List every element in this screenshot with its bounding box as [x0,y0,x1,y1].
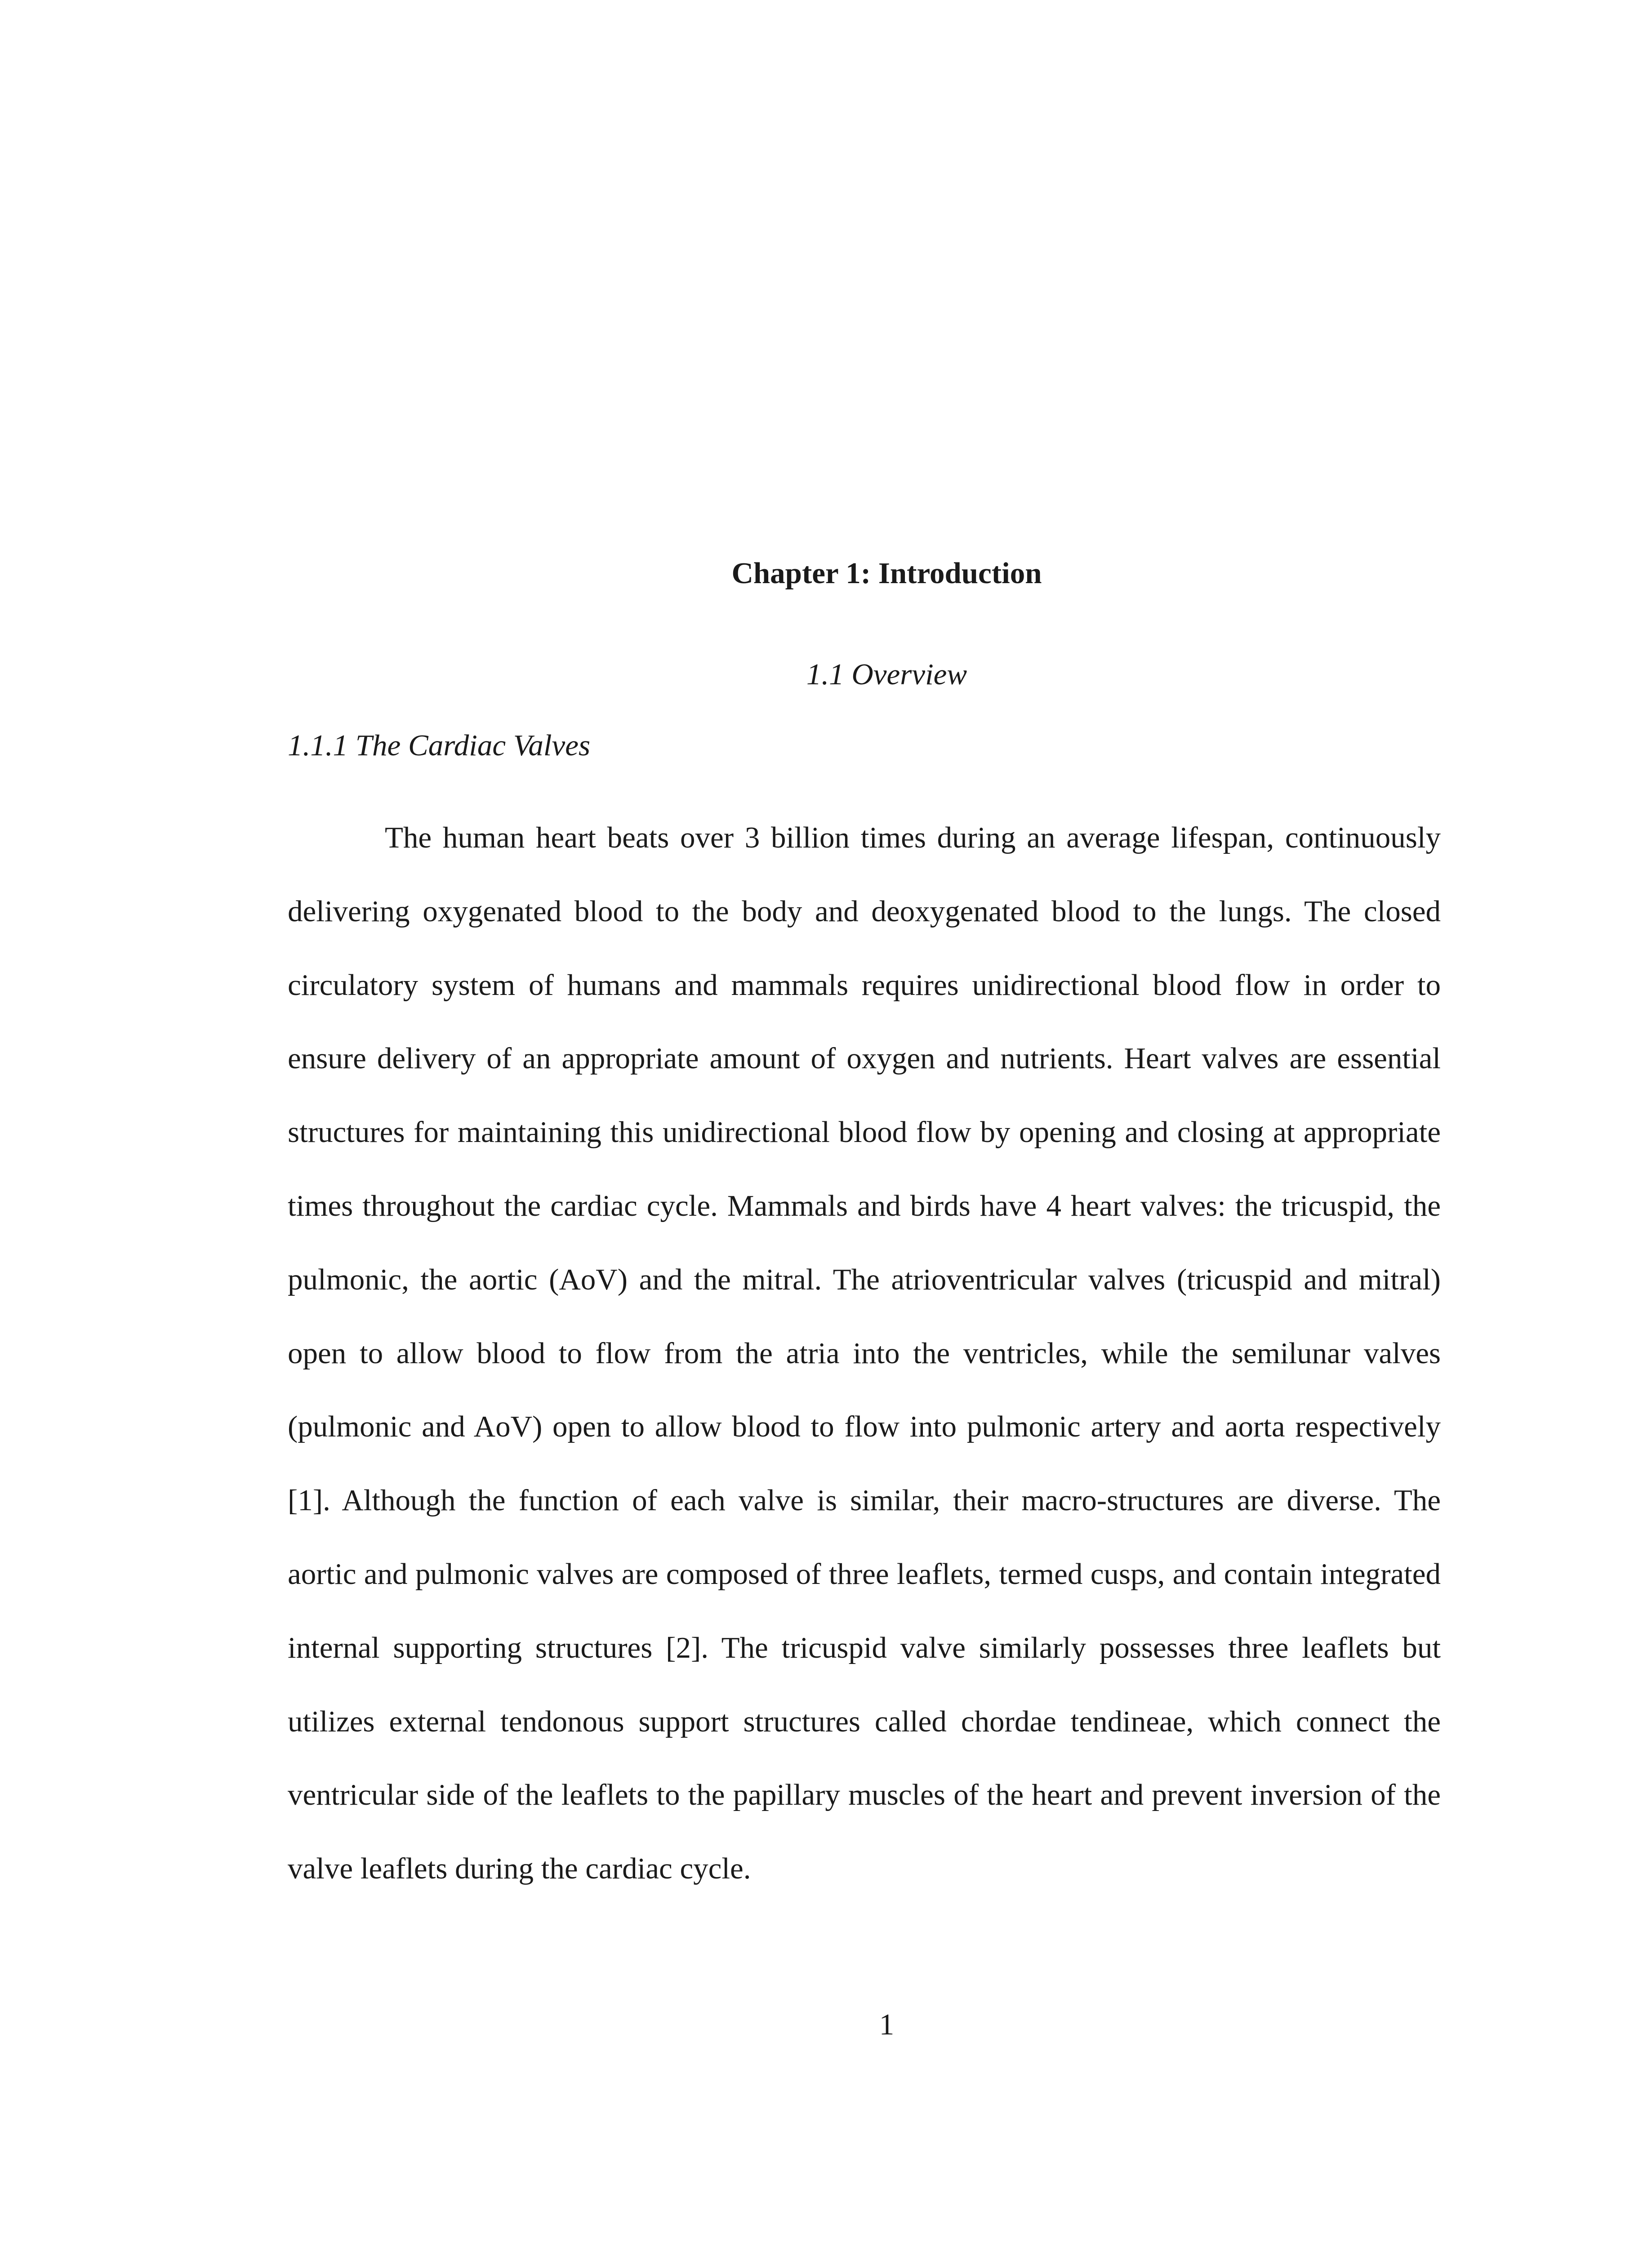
page-number: 1 [879,2008,895,2041]
body-paragraph: The human heart beats over 3 billion times during an average lifespan, continuously delivering oxygenated blood to the body and deoxygenated blood to the lungs. The closed circulatory system of humans and mammals requires unidirectional blood flow in order to ensure delivery of an appropriate amount of oxygen and nutrients. Heart valves are essential structures for maintaining this unidirectional blood flow by opening and closing at appropriate times throughout the cardiac cycle. Mammals and birds have 4 heart valves: the tricuspid, the pulmonic, the aortic (AoV) and the mitral. The atrioventricular valves (tricuspid and mitral) open to allow blood to flow from the atria into the ventricles, while the semilunar valves (pulmonic and AoV) open to allow blood to flow into pulmonic artery and aorta respectively [1]. Although the function of each valve is similar, their macro-structures are diverse. The aortic and pulmonic valves are composed of three leaflets, termed cusps, and contain integrated internal supporting structures [2]. The tricuspid valve similarly possesses three leaflets but utilizes external tendonous support structures called chordae tendineae, which connect the ventricular side of the leaflets to the papillary muscles of the heart and prevent inversion of the valve leaflets during the cardiac cycle. [288,821,1441,1886]
subsection-title: 1.1.1 The Cardiac Valves [288,729,591,762]
section-title: 1.1 Overview [806,658,967,691]
chapter-title: Chapter 1: Introduction [731,557,1042,590]
